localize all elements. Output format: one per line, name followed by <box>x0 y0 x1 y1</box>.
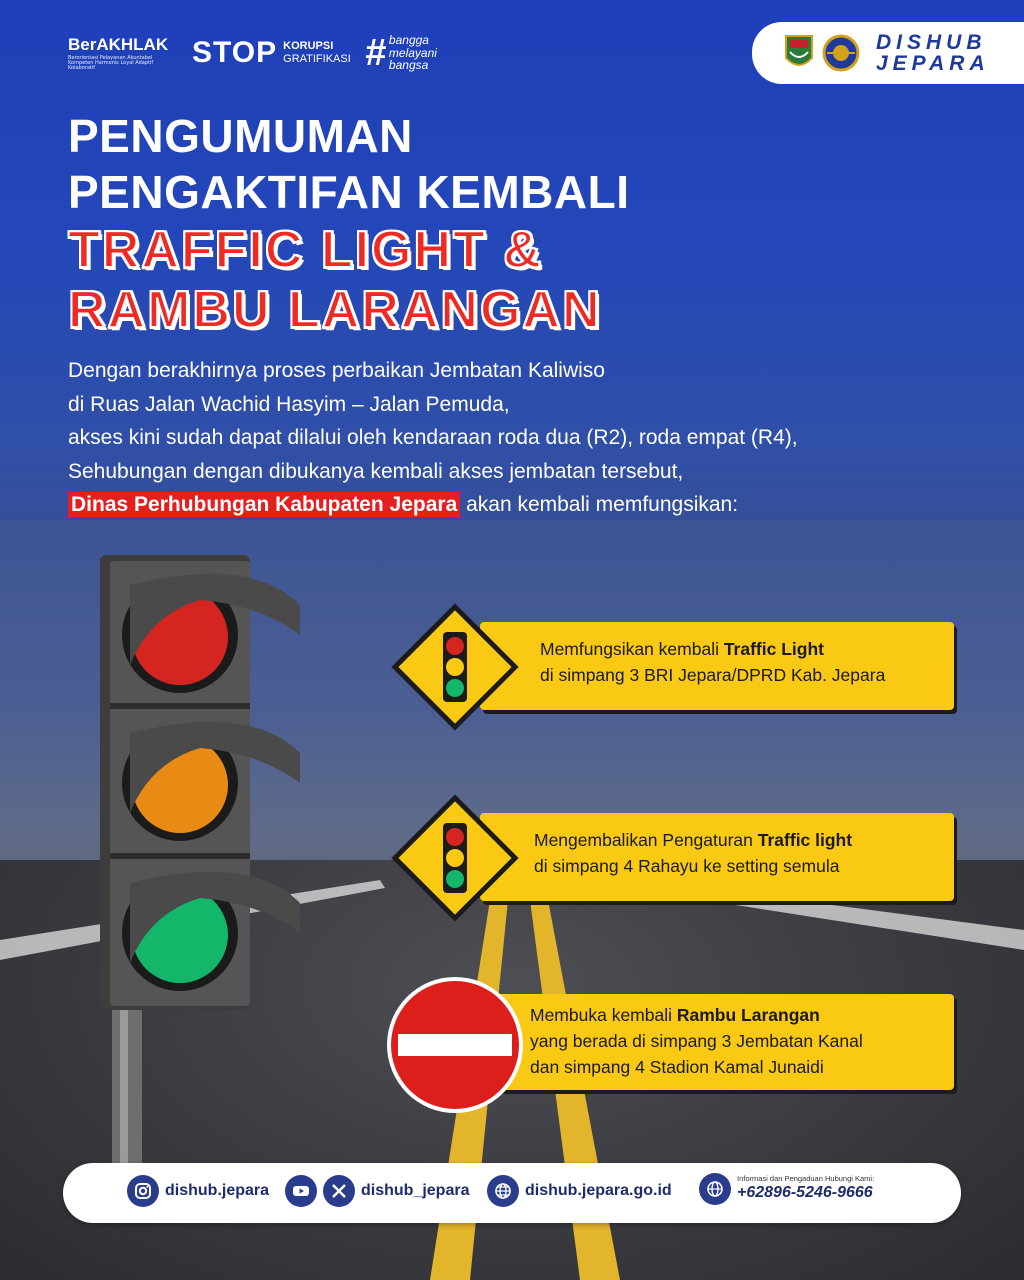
traffic-light-illustration <box>60 555 320 1215</box>
item-1-bold: Traffic Light <box>723 639 824 659</box>
title-line3: TRAFFIC LIGHT & <box>68 221 543 279</box>
desc-line5 <box>68 488 988 522</box>
instagram-handle: dishub.jepara <box>165 1182 270 1199</box>
desc-line5-rest: akan kembali memfungsikan: <box>460 493 739 516</box>
title-line2: PENGAKTIFAN KEMBALI <box>68 166 630 218</box>
item-2-pre: Mengembalikan Pengaturan <box>534 830 758 850</box>
bangga-melayani-logo <box>365 34 437 72</box>
item-2-bold: Traffic light <box>757 830 853 850</box>
desc-line3: akses kini sudah dapat dilalui oleh kendaraan roda dua (R2), roda empat (R4), <box>68 426 798 449</box>
x-icon <box>323 1175 355 1207</box>
item-2-line2: di simpang 4 Rahayu ke setting semula <box>534 856 840 876</box>
footer-bar <box>63 1163 961 1223</box>
yellow-lamp <box>122 722 300 841</box>
social-handle: dishub_jepara <box>361 1182 470 1199</box>
website-url: dishub.jepara.go.id <box>525 1182 672 1199</box>
berakhlak-logo <box>68 36 178 71</box>
item-3-line2: yang berada di simpang 3 Jembatan Kanal <box>530 1031 863 1051</box>
desc-line2: di Ruas Jalan Wachid Hasyim – Jalan Pemuda, <box>68 392 510 416</box>
dishub-emblem-icon <box>822 34 860 72</box>
dishub-line1: DISHUB <box>876 31 987 54</box>
description <box>68 354 988 522</box>
item-3-bold: Rambu Larangan <box>676 1005 820 1025</box>
desc-line4: Sehubungan dengan dibukanya kembali akses jembatan tersebut, <box>68 459 684 483</box>
item-3 <box>380 994 954 1094</box>
red-lamp <box>122 574 300 693</box>
dishub-line2: JEPARA <box>876 52 990 75</box>
item-1 <box>380 622 954 712</box>
title-line4: RAMBU LARANGAN <box>68 281 602 339</box>
bangga-line3: bangsa <box>388 58 429 73</box>
bangga-line2: melayani <box>388 45 437 60</box>
traffic-light-sign-icon <box>380 592 530 742</box>
no-entry-sign-icon <box>380 970 530 1120</box>
footer-website[interactable] <box>487 1175 672 1207</box>
stop-korupsi-logo <box>192 36 351 70</box>
jepara-emblem-icon <box>784 34 814 72</box>
announcement-title <box>68 108 630 340</box>
traffic-light-sign-icon <box>380 783 530 933</box>
item-1-pre: Memfungsikan kembali <box>540 639 724 659</box>
footer-instagram[interactable] <box>127 1175 269 1207</box>
stop-word: STOP <box>192 36 278 69</box>
berakhlak-title: BerAKHLAK <box>68 34 169 54</box>
instagram-icon <box>127 1175 159 1207</box>
desc-line1: Dengan berakhirnya proses perbaikan Jembatan Kaliwiso <box>68 359 605 382</box>
stop-line1: KORUPSI <box>283 40 334 53</box>
phone-globe-icon <box>699 1173 731 1205</box>
youtube-icon <box>285 1175 317 1207</box>
title-line1: PENGUMUMAN <box>68 110 413 162</box>
green-lamp <box>122 872 300 991</box>
dishub-logo-box <box>752 22 1024 84</box>
item-3-line3: dan simpang 4 Stadion Kamal Junaidi <box>530 1057 824 1077</box>
footer-social[interactable] <box>285 1175 469 1207</box>
hash-symbol: # <box>364 32 386 74</box>
stop-line2: GRATIFIKASI <box>283 53 351 65</box>
contact-phone: +62896-5246-9666 <box>737 1184 873 1202</box>
footer-contact[interactable] <box>699 1173 874 1205</box>
item-3-pre: Membuka kembali <box>530 1005 677 1025</box>
desc-highlight: Dinas Perhubungan Kabupaten Jepara <box>68 492 460 517</box>
item-2 <box>380 813 954 903</box>
item-1-line2: di simpang 3 BRI Jepara/DPRD Kab. Jepara <box>540 665 886 685</box>
globe-icon <box>487 1175 519 1207</box>
bangga-line1: bangga <box>388 33 429 48</box>
berakhlak-sub: Berorientasi Pelayanan Akuntabel Kompeten Harmonis Loyal Adaptif Kolaboratif <box>68 54 154 71</box>
header-logos <box>68 30 437 76</box>
contact-label: Informasi dan Pengaduan Hubungi Kami: <box>737 1174 875 1184</box>
